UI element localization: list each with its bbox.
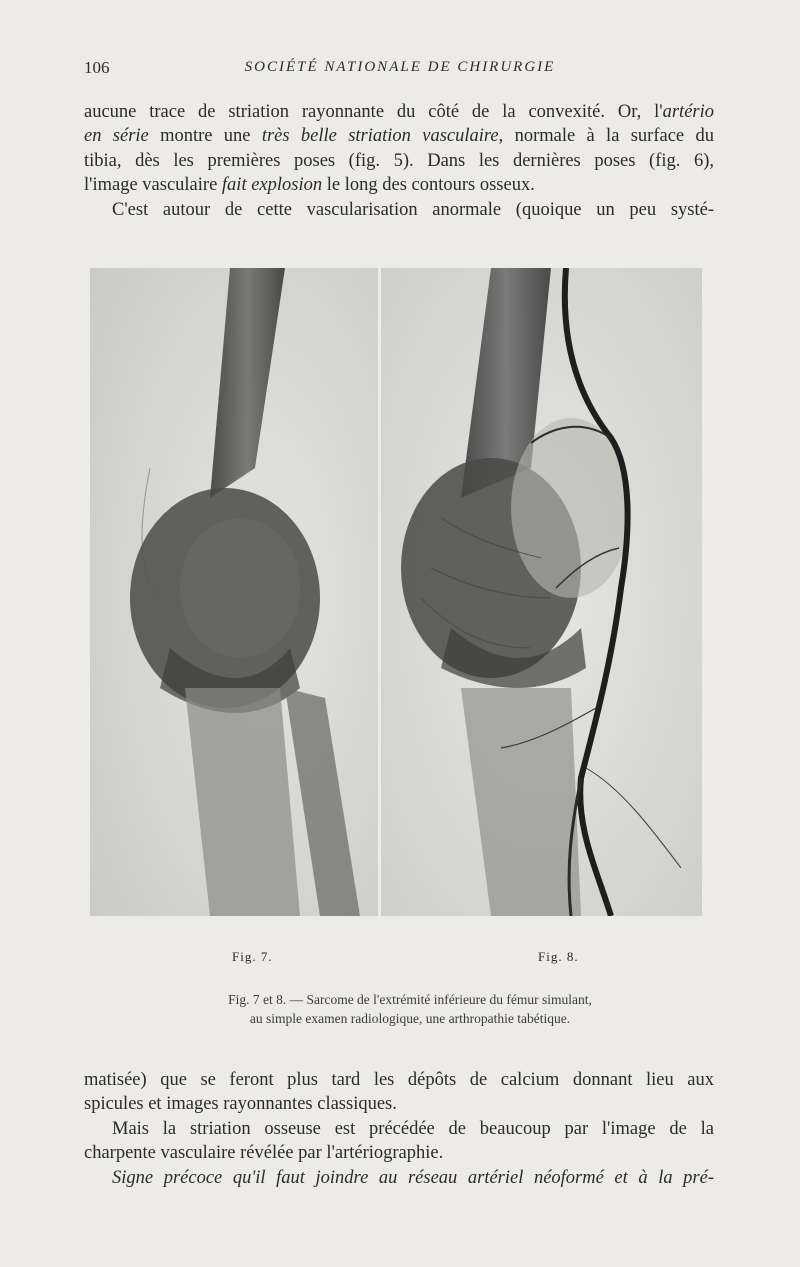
text-span-italic: très belle striation vasculaire [261, 126, 499, 147]
text-line: Signe précoce qu'il faut joindre au réseau artériel néoformé et à la pré- [112, 1167, 714, 1188]
caption-line: au simple examen radiologique, une arthropathie tabétique. [249, 1011, 571, 1026]
paragraph-top [84, 100, 714, 222]
text-span: , normale à la surface du [498, 126, 714, 147]
text-span-italic: en série [84, 126, 149, 147]
figure-7-xray [90, 268, 378, 916]
text-span: l'image vasculaire [84, 175, 222, 196]
text-line [84, 100, 714, 124]
figure-8-label: Fig. 8. [538, 949, 579, 964]
text-line: charpente vasculaire révélée par l'artériographie. [84, 1143, 444, 1164]
text-line: C'est autour de cette vascularisation anormale (quoique un peu systé- [112, 199, 714, 220]
text-line: spicules et images rayonnantes classiques. [84, 1094, 397, 1115]
text-span-italic: artério [662, 102, 714, 122]
figure-7-label: Fig. 7. [232, 949, 273, 964]
text-line: tibia, dès les premières poses (fig. 5). Dans les dernières poses (fig. 6), [84, 150, 714, 171]
running-title: SOCIÉTÉ NATIONALE DE CHIRURGIE [244, 59, 556, 75]
figure-8-arteriogram [381, 268, 702, 916]
text-span: aucune trace de striation rayonnante du côté de la convexité. Or, l' [84, 102, 663, 122]
text-span: montre une [148, 126, 262, 147]
text-line: Mais la striation osseuse est précédée de beaucoup par l'image de la [112, 1118, 714, 1139]
figure-caption [120, 990, 700, 1028]
text-span: le long des contours osseux. [322, 175, 535, 196]
text-line [84, 173, 714, 197]
page-header [84, 58, 716, 84]
text-span-italic: fait explosion [221, 175, 323, 196]
page-number: 106 [84, 58, 110, 77]
paragraph-bottom [84, 1068, 714, 1190]
caption-line: Fig. 7 et 8. — Sarcome de l'extrémité inférieure du fémur simulant, [228, 992, 592, 1007]
arteriogram-knee-image [381, 268, 702, 916]
text-line [84, 124, 714, 148]
text-line: matisée) que se feront plus tard les dépôts de calcium donnant lieu aux [84, 1070, 714, 1090]
xray-knee-image [90, 268, 378, 916]
